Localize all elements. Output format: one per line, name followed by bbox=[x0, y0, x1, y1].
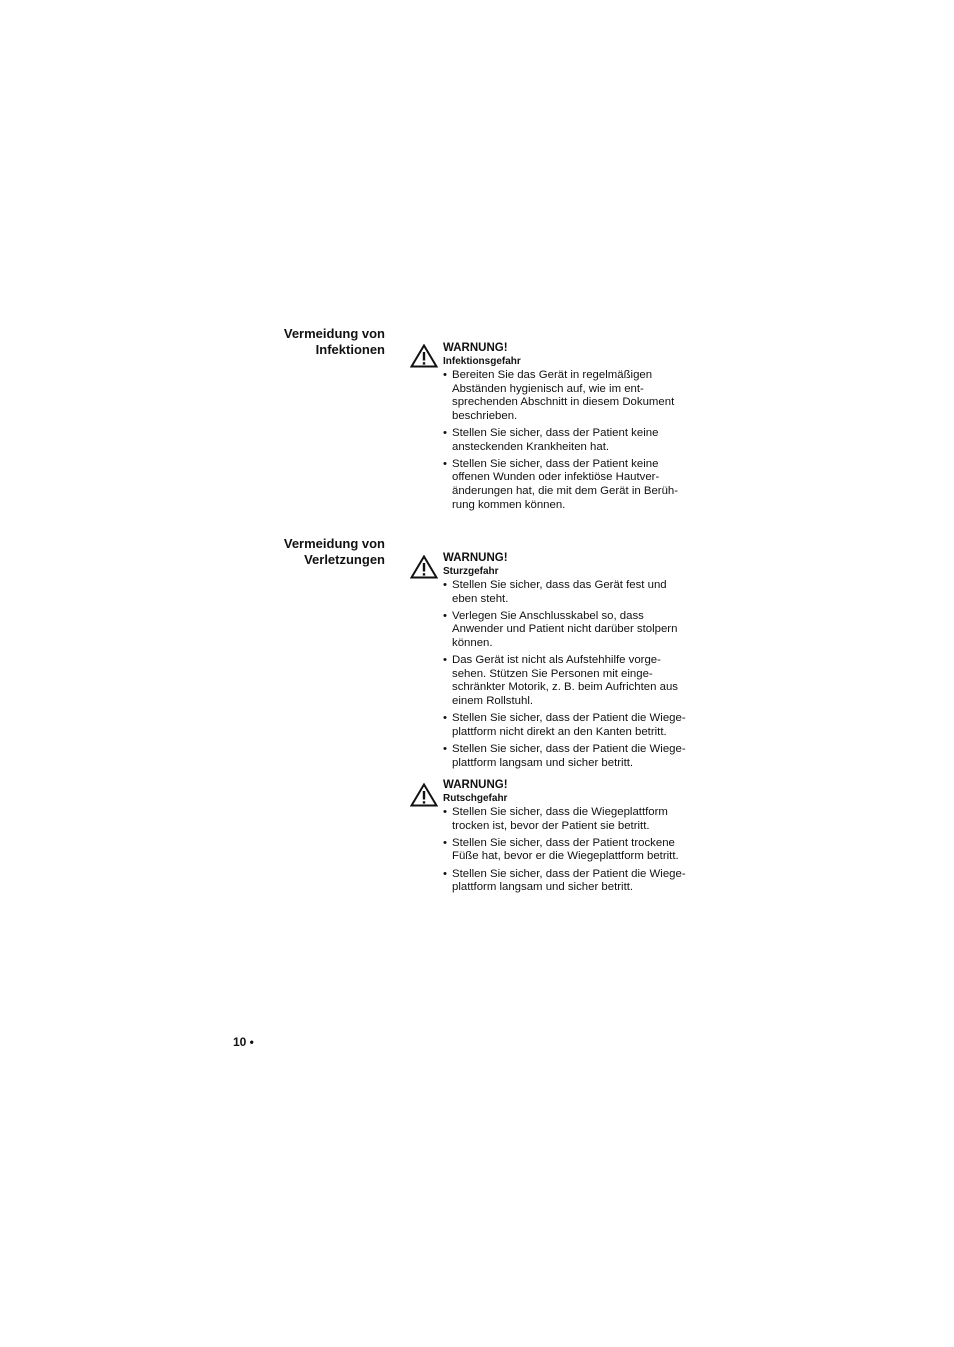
warning-body bbox=[443, 551, 693, 774]
section-heading-line: Vermeidung von bbox=[283, 536, 385, 551]
list-item-line: Stellen Sie sicher, dass der Patient keine bbox=[452, 426, 659, 439]
list-item-line: beschrieben. bbox=[452, 409, 518, 422]
warning-title: WARNUNG! bbox=[443, 342, 508, 354]
list-item bbox=[443, 837, 693, 864]
list-item-line: plattform nicht direkt an den Kanten betritt. bbox=[452, 725, 667, 738]
list-item-line: Abständen hygienisch auf, wie im ent- bbox=[452, 382, 644, 395]
section-heading-line: Verletzungen bbox=[304, 552, 385, 567]
list-item-line: einem Rollstuhl. bbox=[452, 694, 534, 707]
list-item-line: sehen. Stützen Sie Personen mit einge- bbox=[452, 667, 653, 680]
list-item bbox=[443, 369, 693, 423]
warning-list bbox=[443, 806, 693, 895]
warning-body bbox=[443, 341, 693, 516]
section-heading-line: Vermeidung von bbox=[283, 326, 385, 341]
section-heading-line: Infektionen bbox=[315, 342, 385, 357]
warning-triangle-icon bbox=[410, 783, 438, 807]
list-item-line: sprechenden Abschnitt in diesem Dokument bbox=[452, 396, 675, 409]
list-item-line: Stellen Sie sicher, dass der Patient die Wiege- bbox=[452, 867, 686, 880]
warning-list bbox=[443, 369, 693, 512]
list-item-line: Stellen Sie sicher, dass der Patient die Wiege- bbox=[452, 742, 686, 755]
warning-title: WARNUNG! bbox=[443, 779, 508, 791]
warning-triangle-icon bbox=[410, 344, 438, 368]
list-item-line: trocken ist, bevor der Patient sie betritt. bbox=[452, 819, 650, 832]
warning-subtitle: Infektionsgefahr bbox=[443, 356, 521, 367]
list-item bbox=[443, 868, 693, 895]
list-item bbox=[443, 579, 693, 606]
warning-subtitle: Rutschgefahr bbox=[443, 793, 508, 804]
list-item-line: ansteckenden Krankheiten hat. bbox=[452, 440, 610, 453]
list-item-line: eben steht. bbox=[452, 592, 509, 605]
list-item bbox=[443, 427, 693, 454]
list-item-line: Verlegen Sie Anschlusskabel so, dass bbox=[452, 609, 644, 622]
list-item bbox=[443, 458, 693, 512]
list-item bbox=[443, 743, 693, 770]
list-item-line: offenen Wunden oder infektiöse Hautver- bbox=[452, 471, 660, 484]
list-item-line: plattform langsam und sicher betritt. bbox=[452, 756, 634, 769]
list-item-line: Anwender und Patient nicht darüber stolpern bbox=[452, 623, 678, 636]
list-item-line: plattform langsam und sicher betritt. bbox=[452, 881, 634, 894]
list-item-line: Bereiten Sie das Gerät in regelmäßigen bbox=[452, 369, 653, 381]
list-item bbox=[443, 806, 693, 833]
list-item-line: Stellen Sie sicher, dass der Patient trockene bbox=[452, 836, 675, 849]
list-item bbox=[443, 712, 693, 739]
warning-title: WARNUNG! bbox=[443, 552, 508, 564]
list-item bbox=[443, 610, 693, 651]
list-item-line: rung kommen können. bbox=[452, 498, 566, 511]
list-item-line: änderungen hat, die mit dem Gerät in Berüh- bbox=[452, 484, 679, 497]
warning-subtitle: Sturzgefahr bbox=[443, 566, 499, 577]
list-item-line: Stellen Sie sicher, dass das Gerät fest und bbox=[452, 579, 667, 591]
list-item-line: Stellen Sie sicher, dass der Patient keine bbox=[452, 457, 659, 470]
list-item-line: können. bbox=[452, 636, 493, 649]
list-item-line: Füße hat, bevor er die Wiegeplattform betritt. bbox=[452, 850, 679, 863]
warning-list bbox=[443, 579, 693, 770]
list-item-line: Stellen Sie sicher, dass die Wiegeplattform bbox=[452, 806, 668, 818]
section-heading bbox=[230, 536, 385, 568]
list-item bbox=[443, 654, 693, 708]
list-item-line: schränkter Motorik, z. B. beim Aufrichten aus bbox=[452, 681, 679, 694]
list-item-line: Stellen Sie sicher, dass der Patient die Wiege- bbox=[452, 712, 686, 725]
section-heading bbox=[230, 326, 385, 358]
warning-triangle-icon bbox=[410, 555, 438, 579]
page-number: 10 • bbox=[233, 1035, 254, 1049]
warning-body bbox=[443, 778, 693, 898]
list-item-line: Das Gerät ist nicht als Aufstehhilfe vorge- bbox=[452, 654, 661, 667]
